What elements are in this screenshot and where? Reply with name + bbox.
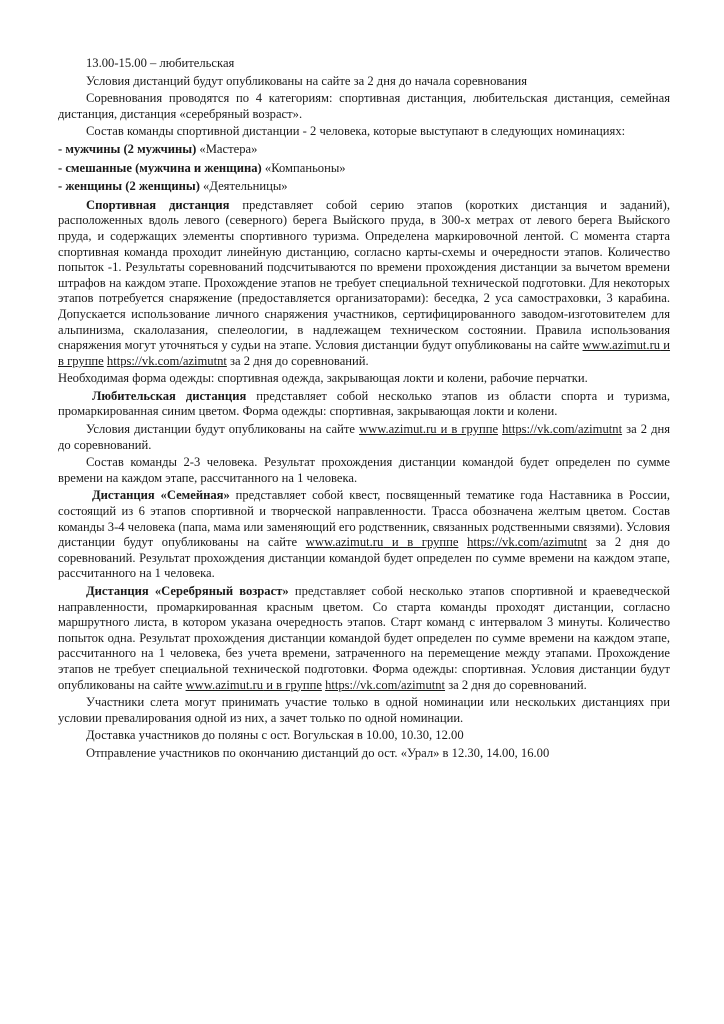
categories-paragraph: Соревнования проводятся по 4 категориям: спортивная дистанция, любительская дистанция, семейная дистанция, дистанция «серебряный возраст».	[58, 91, 670, 121]
amateur-paragraph	[58, 389, 670, 420]
vk-link[interactable]: https://vk.com/azimutnt	[106, 353, 227, 368]
nomination-name: «Мастера»	[196, 141, 258, 156]
amateur-title: Любительская дистанция	[92, 388, 247, 403]
nominations-list	[58, 142, 670, 195]
nomination-bold: - женщины (2 женщины)	[58, 179, 200, 194]
departure-line: Отправление участников по окончанию дистанций до ост. «Урал» в 12.30, 14.00, 16.00	[86, 745, 550, 760]
vk-link[interactable]: https://vk.com/azimutnt	[467, 535, 588, 550]
amateur-conditions-paragraph	[58, 422, 670, 453]
conditions-published: Условия дистанций будут опубликованы на сайте за 2 дня до начала соревнования	[86, 73, 528, 88]
and-group-text: и в группе	[383, 535, 459, 550]
nomination-bold: - смешанные (мужчина и женщина)	[58, 160, 262, 175]
family-title: Дистанция «Семейная»	[92, 488, 230, 503]
sport-text-1: представляет собой серию этапов (коротких дистанция и заданий), расположенных вдоль левого (северного) берега Выйского пруда, в 300-х метрах от левого берега Выйского пруда, и содержащих элементы спортивного туризма. Определена маркировочной лентой. С момента старта спортивная команда проходит линейную дистанцию, согласно карты-схемы и очередности этапов. Количество попыток -1. Результаты соревнований подсчитываются по времени прохождения дистанции за вычетом времени штрафов на каждом этапе. Прохождение этапов не требует специальной технической подготовки. Для некоторых этапов потребуется снаряжение (предоставляется организаторами): беседка, 2 уса самостраховки, 3 карабина	[58, 197, 670, 306]
sport-paragraph	[58, 198, 670, 370]
list-item	[58, 179, 670, 195]
participants-paragraph: Участники слета могут принимать участие только в одной номинации или нескольких дистанциях при условии превалирования одной из них, а зачет только по одной номинации.	[58, 695, 670, 725]
nomination-name: «Компаньоны»	[261, 160, 346, 175]
delivery-line: Доставка участников до поляны с ост. Вогульская в 10.00, 10.30, 12.00	[86, 728, 464, 743]
silver-title: Дистанция «Серебряный возраст»	[86, 584, 289, 598]
list-item	[58, 142, 670, 158]
nomination-name: «Деятельницы»	[199, 179, 288, 194]
site-link[interactable]: www.azimut.ru	[582, 338, 661, 353]
amateur-text: представляет собой несколько этапов из области спорта и туризма, промаркированная синим цветом. Форма одежды: спортивная, закрывающая локти и колени.	[58, 388, 670, 419]
family-text: представляет собой квест, посвященный тематике года Наставника в России, состоящий из 6 этапов спортивной и творческой направленности. Трасса обозначена желтым цветом. Состав команды 3-4 человека (папа, мама или заменяющий его родственник, связанных родственными связями). Условия дистанции будут опубликованы на сайте	[58, 488, 670, 550]
sport-text-2: . Допускается использование личного снаряжения участников, сертифицированного заводом-изготовителем для альпинизма, скалолазания, спелеологии, в надлежащем техническом состоянии. Правила использования снаряжения могут уточняться у судьи на этапе. Условия дистанции будут опубликованы на сайте	[58, 291, 670, 353]
clothing-paragraph: Необходимая форма одежды: спортивная одежда, закрывающая локти и колени, рабочие перчатки.	[58, 371, 588, 386]
vk-link[interactable]: https://vk.com/azimutnt	[325, 677, 446, 692]
and-group-text: и в группе	[58, 338, 671, 368]
silver-text: представляет собой несколько этапов спортивной и краеведческой направленности, промаркированная красным цветом. Со старта команды проходят дистанции, согласно маршрутного листа, в котором указана очередность этапов. Старт команд с интервалом 3 минуты. Количество попыток одна. Результат прохождения дистанции командой будет определен по сумме времени на каждом этапе, рассчитанного на 1 человека, без учета времени, затраченного на перемещение между этапами. Прохождение этапов не требует специальной технической подготовки. Форма одежды: спортивная. Условия дистанции будут опубликованы на сайте	[58, 584, 670, 692]
amateur-team-paragraph: Состав команды 2-3 человека. Результат прохождения дистанции командой будет определен по сумме времени на каждом этапе, рассчитанного на 1 человека.	[58, 455, 670, 485]
silver-paragraph	[58, 584, 670, 693]
silver-tail: за 2 дня до соревнований.	[445, 677, 587, 692]
nomination-bold: - мужчины (2 мужчины)	[58, 141, 197, 156]
amateur-cond-tail: за 2 дня до соревнований.	[58, 422, 671, 452]
amateur-cond-text: Условия дистанции будут опубликованы на сайте	[86, 422, 360, 437]
team-sport-paragraph: Состав команды спортивной дистанции - 2 человека, которые выступают в следующих номинациях:	[86, 124, 626, 139]
sport-tail: за 2 дня до соревнований.	[226, 353, 369, 368]
sport-title: Спортивная дистанция	[86, 197, 230, 212]
site-link[interactable]: www.azimut.ru	[305, 535, 384, 550]
site-link[interactable]: www.azimut.ru	[185, 677, 264, 692]
family-paragraph	[58, 488, 670, 582]
and-group-text: и в группе	[263, 677, 322, 692]
document-page	[58, 56, 670, 764]
time-line: 13.00-15.00 – любительская	[86, 56, 235, 70]
family-tail: за 2 дня до соревнований. Результат прохождения дистанции командой будет определен по сумме времени на каждом этапе, рассчитанного на 1 человека.	[58, 535, 670, 581]
list-item	[58, 161, 670, 177]
and-group-text: и в группе	[436, 422, 499, 437]
vk-link[interactable]: https://vk.com/azimutnt	[502, 422, 623, 437]
site-link[interactable]: www.azimut.ru	[359, 422, 437, 437]
